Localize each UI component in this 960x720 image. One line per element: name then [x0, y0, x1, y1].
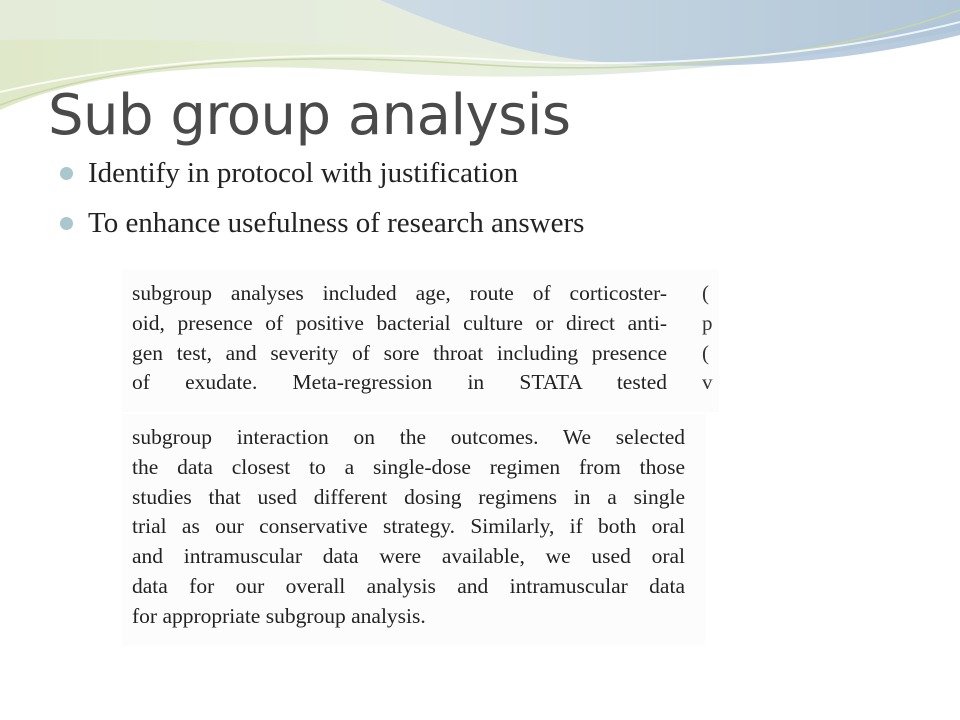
- bullet-list: [60, 154, 584, 254]
- bullet-item: [60, 154, 584, 204]
- excerpt-line: for appropriate subgroup analysis.: [132, 604, 426, 628]
- paper-excerpt-top: [122, 270, 719, 412]
- excerpt-line: of exudate. Meta-regression in STATA tested: [132, 370, 667, 394]
- excerpt-line: and intramuscular data were available, we used oral: [132, 544, 685, 568]
- margin-glyph: (: [702, 341, 709, 365]
- excerpt-line: subgroup interaction on the outcomes. We selected: [132, 425, 685, 449]
- bullet-dot-icon: [60, 217, 73, 230]
- excerpt-line: gen test, and severity of sore throat including presence: [132, 341, 667, 365]
- margin-glyph: p: [702, 311, 713, 335]
- excerpt-line: studies that used different dosing regimens in a single: [132, 485, 685, 509]
- bullet-text: To enhance usefulness of research answers: [88, 207, 585, 239]
- excerpt-line: data for our overall analysis and intramuscular data: [132, 574, 685, 598]
- margin-glyph: v: [702, 370, 713, 394]
- margin-glyph: (: [702, 281, 709, 305]
- bullet-text: Identify in protocol with justification: [88, 157, 519, 189]
- bullet-item: [60, 204, 584, 254]
- excerpt-line: the data closest to a single-dose regimen from those: [132, 455, 685, 479]
- paper-excerpt-bottom: [122, 414, 705, 646]
- excerpt-line: subgroup analyses included age, route of corticoster-: [132, 281, 667, 305]
- bullet-dot-icon: [60, 167, 73, 180]
- excerpt-line: oid, presence of positive bacterial culture or direct anti-: [132, 311, 667, 335]
- slide-title: Sub group analysis: [48, 83, 571, 148]
- excerpt-line: trial as our conservative strategy. Similarly, if both oral: [132, 514, 685, 538]
